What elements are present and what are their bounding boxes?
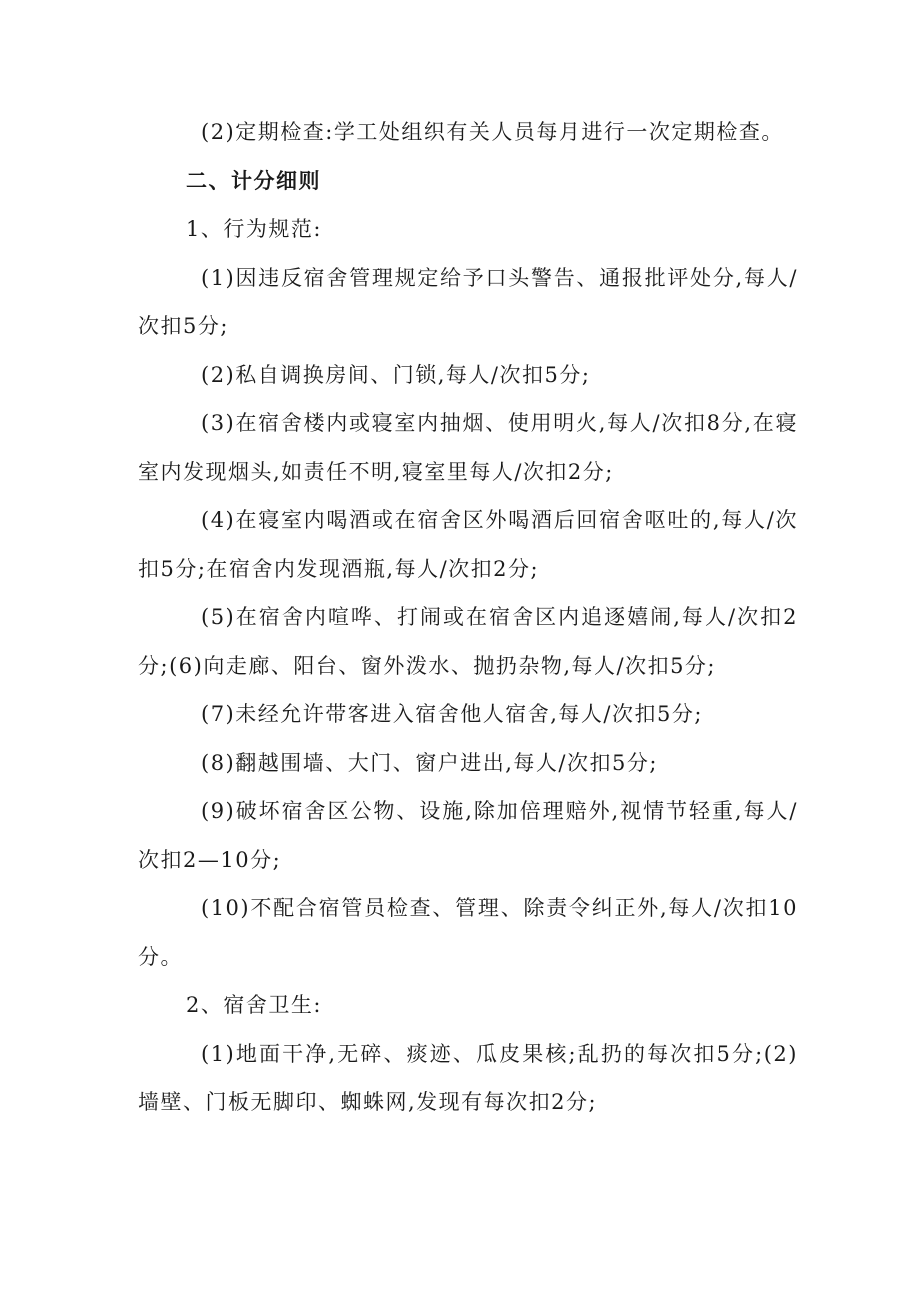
rule-item-8: (8)翻越围墙、大门、窗户进出,每人/次扣5分;	[201, 750, 658, 775]
rule-item-2: (2)私自调换房间、门锁,每人/次扣5分;	[201, 362, 591, 387]
section-behavior-norms: 1、行为规范:	[186, 217, 322, 241]
rule-item-5-6: (5)在宿舍内喧哗、打闹或在宿舍区内追逐嬉闹,每人/次扣2分;(6)向走廊、阳台、窗外泼水、抛扔杂物,每人/次扣5分;	[138, 605, 798, 678]
section-dorm-hygiene: 2、宿舍卫生:	[186, 993, 322, 1017]
document-body	[138, 108, 798, 1127]
rule-item-4: (4)在寝室内喝酒或在宿舍区外喝酒后回宿舍呕吐的,每人/次扣5分;在宿舍内发现酒瓶,每人/次扣2分;	[138, 508, 798, 581]
heading-scoring-rules: 二、计分细则	[186, 168, 321, 193]
rule-item-10: (10)不配合宿管员检查、管理、除责令纠正外,每人/次扣10分。	[138, 896, 798, 969]
rule-item-3: (3)在宿舍楼内或寝室内抽烟、使用明火,每人/次扣8分,在寝室内发现烟头,如责任不明,寝室里每人/次扣2分;	[138, 411, 798, 484]
rule-item-9: (9)破坏宿舍区公物、设施,除加倍理赔外,视情节轻重,每人/次扣2—10分;	[138, 799, 798, 872]
rule-item-7: (7)未经允许带客进入宿舍他人宿舍,每人/次扣5分;	[201, 702, 703, 726]
paragraph-regular-inspection: (2)定期检查:学工处组织有关人员每月进行一次定期检查。	[201, 120, 784, 144]
hygiene-item-1-2: (1)地面干净,无碎、痰迹、瓜皮果核;乱扔的每次扣5分;(2)墙壁、门板无脚印、蜘蛛网,发现有每次扣2分;	[138, 1041, 798, 1114]
rule-item-1: (1)因违反宿舍管理规定给予口头警告、通报批评处分,每人/次扣5分;	[138, 265, 798, 338]
